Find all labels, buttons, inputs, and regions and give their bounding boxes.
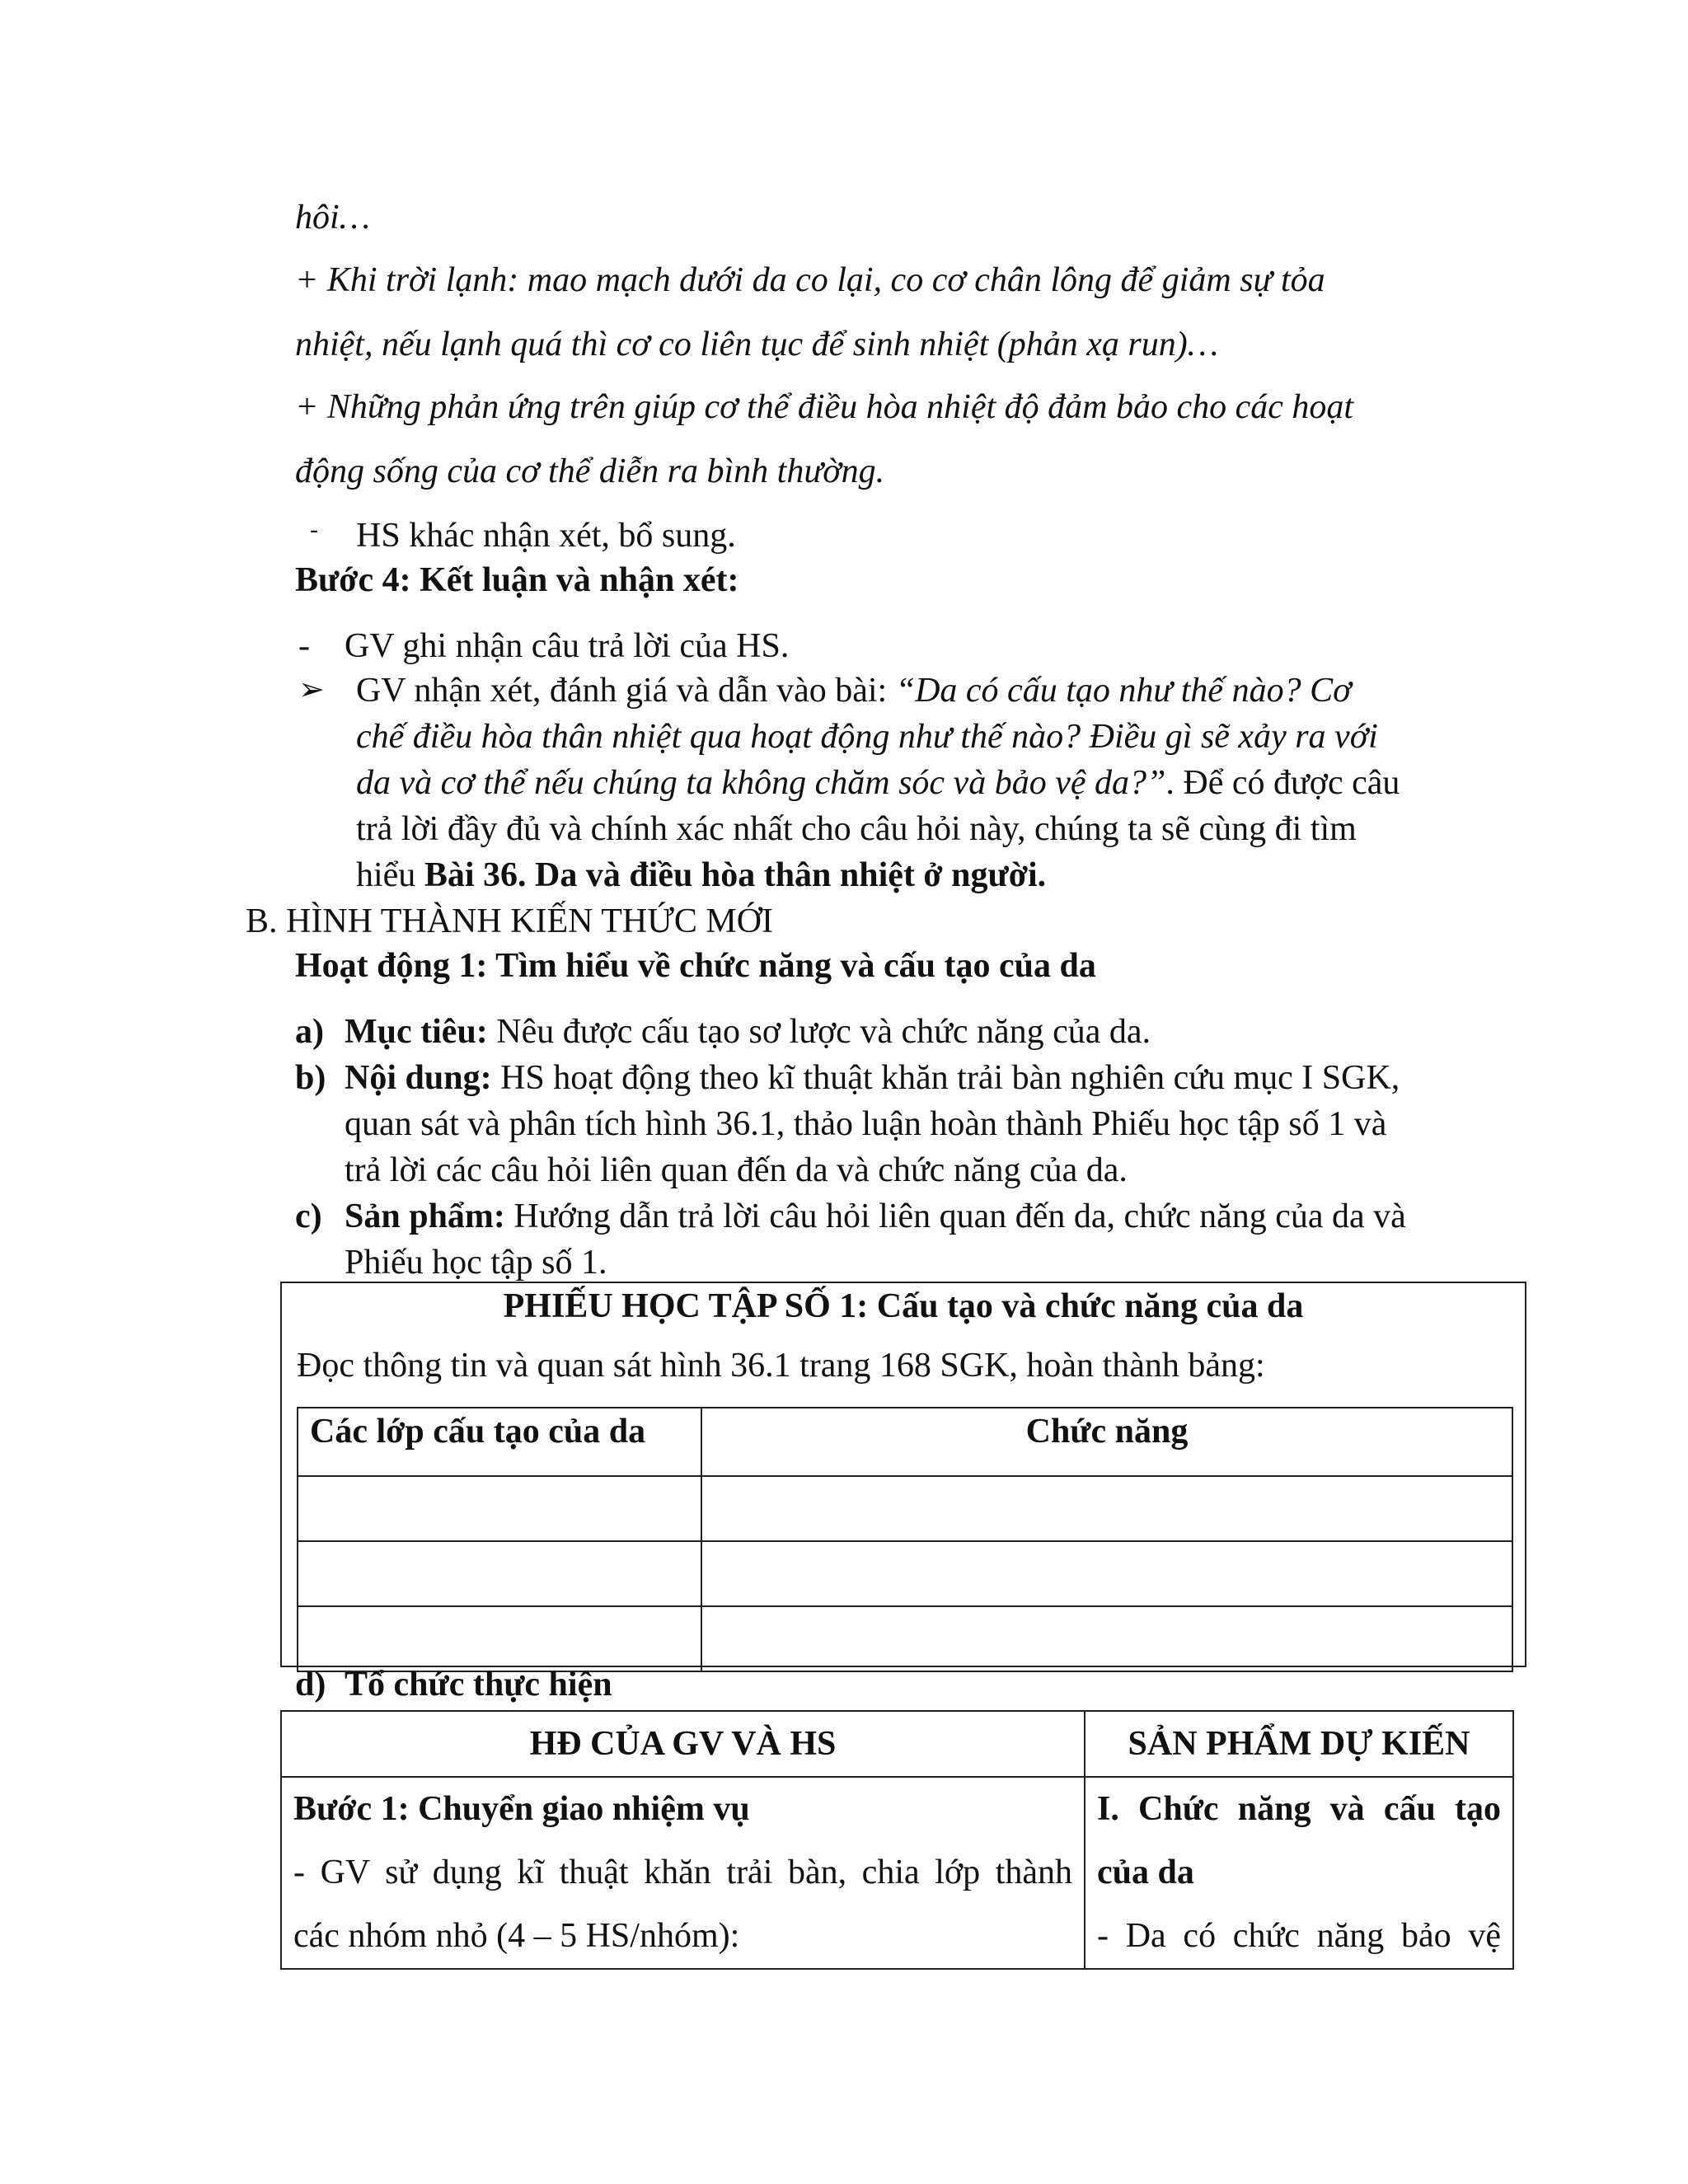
item-text: HS hoạt động theo kĩ thuật khăn trải bàn nghiên cứu mục I SGK, xyxy=(491,1059,1400,1097)
activity-table xyxy=(280,1710,1514,1970)
worksheet-instruction: Đọc thông tin và quan sát hình 36.1 trang 168 SGK, hoàn thành bảng: xyxy=(297,1347,1265,1385)
item-b-line: quan sát và phân tích hình 36.1, thảo luận hoàn thành Phiếu học tập số 1 và xyxy=(345,1105,1387,1143)
section-b-heading: B. HÌNH THÀNH KIẾN THỨC MỚI xyxy=(246,902,774,940)
item-marker: a) xyxy=(295,1013,324,1051)
item-marker: d) xyxy=(295,1666,326,1704)
cell-line: các nhóm nhỏ (4 – 5 HS/nhóm): xyxy=(293,1917,740,1955)
item-a-line xyxy=(345,1012,1151,1052)
worksheet-title: PHIẾU HỌC TẬP SỐ 1: Cấu tạo và chức năng của da xyxy=(503,1287,1304,1325)
table-row xyxy=(298,1476,1512,1541)
gv-comment-tail: . Để có được câu xyxy=(1165,764,1400,802)
gv-comment-quote: da và cơ thể nếu chúng ta không chăm sóc và bảo vệ da?” xyxy=(356,764,1166,802)
step1-heading: Bước 1: Chuyển giao nhiệm vụ xyxy=(293,1790,750,1828)
item-label: Sản phẩm: xyxy=(345,1197,505,1235)
worksheet-box xyxy=(280,1282,1526,1667)
arrow-bullet-icon: ➢ xyxy=(298,673,325,707)
paragraph-line: động sống của cơ thể diễn ra bình thường. xyxy=(295,452,885,490)
item-c-line: Phiếu học tập số 1. xyxy=(345,1244,607,1282)
item-text: Nêu được cấu tạo sơ lược và chức năng của da. xyxy=(487,1013,1151,1051)
item-b-line: trả lời các câu hỏi liên quan đến da và chức năng của da. xyxy=(345,1151,1128,1189)
step4-heading: Bước 4: Kết luận và nhận xét: xyxy=(295,561,739,599)
expected-product-cell xyxy=(1085,1777,1513,1969)
table-cell xyxy=(298,1476,701,1541)
table-row xyxy=(281,1777,1513,1969)
gv-comment-lead: hiểu xyxy=(356,856,424,894)
gv-comment-lead: GV nhận xét, đánh giá và dẫn vào bài: xyxy=(356,672,896,710)
column-header: HĐ CỦA GV VÀ HS xyxy=(281,1711,1085,1777)
item-label: Nội dung: xyxy=(345,1059,492,1097)
table-cell xyxy=(701,1606,1512,1671)
product-heading: I. Chức năng và cấu tạo xyxy=(1097,1790,1501,1828)
paragraph-line: nhiệt, nếu lạnh quá thì cơ co liên tục để sinh nhiệt (phản xạ run)… xyxy=(295,326,1219,363)
table-row xyxy=(298,1541,1512,1606)
gv-record-line: GV ghi nhận câu trả lời của HS. xyxy=(345,627,790,665)
table-cell xyxy=(701,1476,1512,1541)
lesson-title: Bài 36. Da và điều hòa thân nhiệt ở người. xyxy=(424,856,1047,894)
table-header-row xyxy=(281,1711,1513,1777)
gv-comment-line xyxy=(356,763,1400,803)
hs-comment-line: HS khác nhận xét, bổ sung. xyxy=(356,517,736,555)
table-row xyxy=(298,1606,1512,1671)
table-cell xyxy=(298,1541,701,1606)
paragraph-line: + Khi trời lạnh: mao mạch dưới da co lại, co cơ chân lông để giảm sự tỏa xyxy=(295,261,1325,299)
item-d-label: Tổ chức thực hiện xyxy=(345,1666,612,1704)
activity1-heading: Hoạt động 1: Tìm hiểu về chức năng và cấu tạo của da xyxy=(295,947,1096,985)
table-cell xyxy=(701,1541,1512,1606)
cell-line: - GV sử dụng kĩ thuật khăn trải bàn, chia lớp thành xyxy=(293,1854,1072,1891)
gv-comment-line: chế điều hòa thân nhiệt qua hoạt động như thế nào? Điều gì sẽ xảy ra với xyxy=(356,718,1378,756)
item-marker: c) xyxy=(295,1197,322,1235)
gv-comment-line xyxy=(356,855,1046,895)
table-cell xyxy=(298,1606,701,1671)
teacher-student-cell xyxy=(281,1777,1085,1969)
table-header-row xyxy=(298,1408,1512,1476)
column-header: Các lớp cấu tạo của da xyxy=(298,1408,701,1476)
list-marker: - xyxy=(298,627,310,665)
item-b-line xyxy=(345,1058,1400,1098)
column-header: Chức năng xyxy=(701,1408,1512,1476)
worksheet-table xyxy=(297,1407,1513,1672)
list-marker: - xyxy=(310,516,318,543)
cell-line: - Da có chức năng bảo vệ xyxy=(1097,1917,1501,1955)
column-header: SẢN PHẨM DỰ KIẾN xyxy=(1085,1711,1513,1777)
item-marker: b) xyxy=(295,1059,326,1097)
item-c-line xyxy=(345,1197,1406,1236)
gv-comment-quote: “Da có cấu tạo như thế nào? Cơ xyxy=(895,672,1352,710)
item-text: Hướng dẫn trả lời câu hỏi liên quan đến da, chức năng của da và xyxy=(504,1197,1406,1235)
gv-comment-line: trả lời đầy đủ và chính xác nhất cho câu hỏi này, chúng ta sẽ cùng đi tìm xyxy=(356,810,1357,848)
item-label: Mục tiêu: xyxy=(345,1013,488,1051)
product-heading: của da xyxy=(1097,1854,1194,1891)
gv-comment-line xyxy=(356,671,1352,710)
paragraph-line: hôi… xyxy=(295,199,371,237)
paragraph-line: + Những phản ứng trên giúp cơ thể điều hòa nhiệt độ đảm bảo cho các hoạt xyxy=(295,388,1354,426)
